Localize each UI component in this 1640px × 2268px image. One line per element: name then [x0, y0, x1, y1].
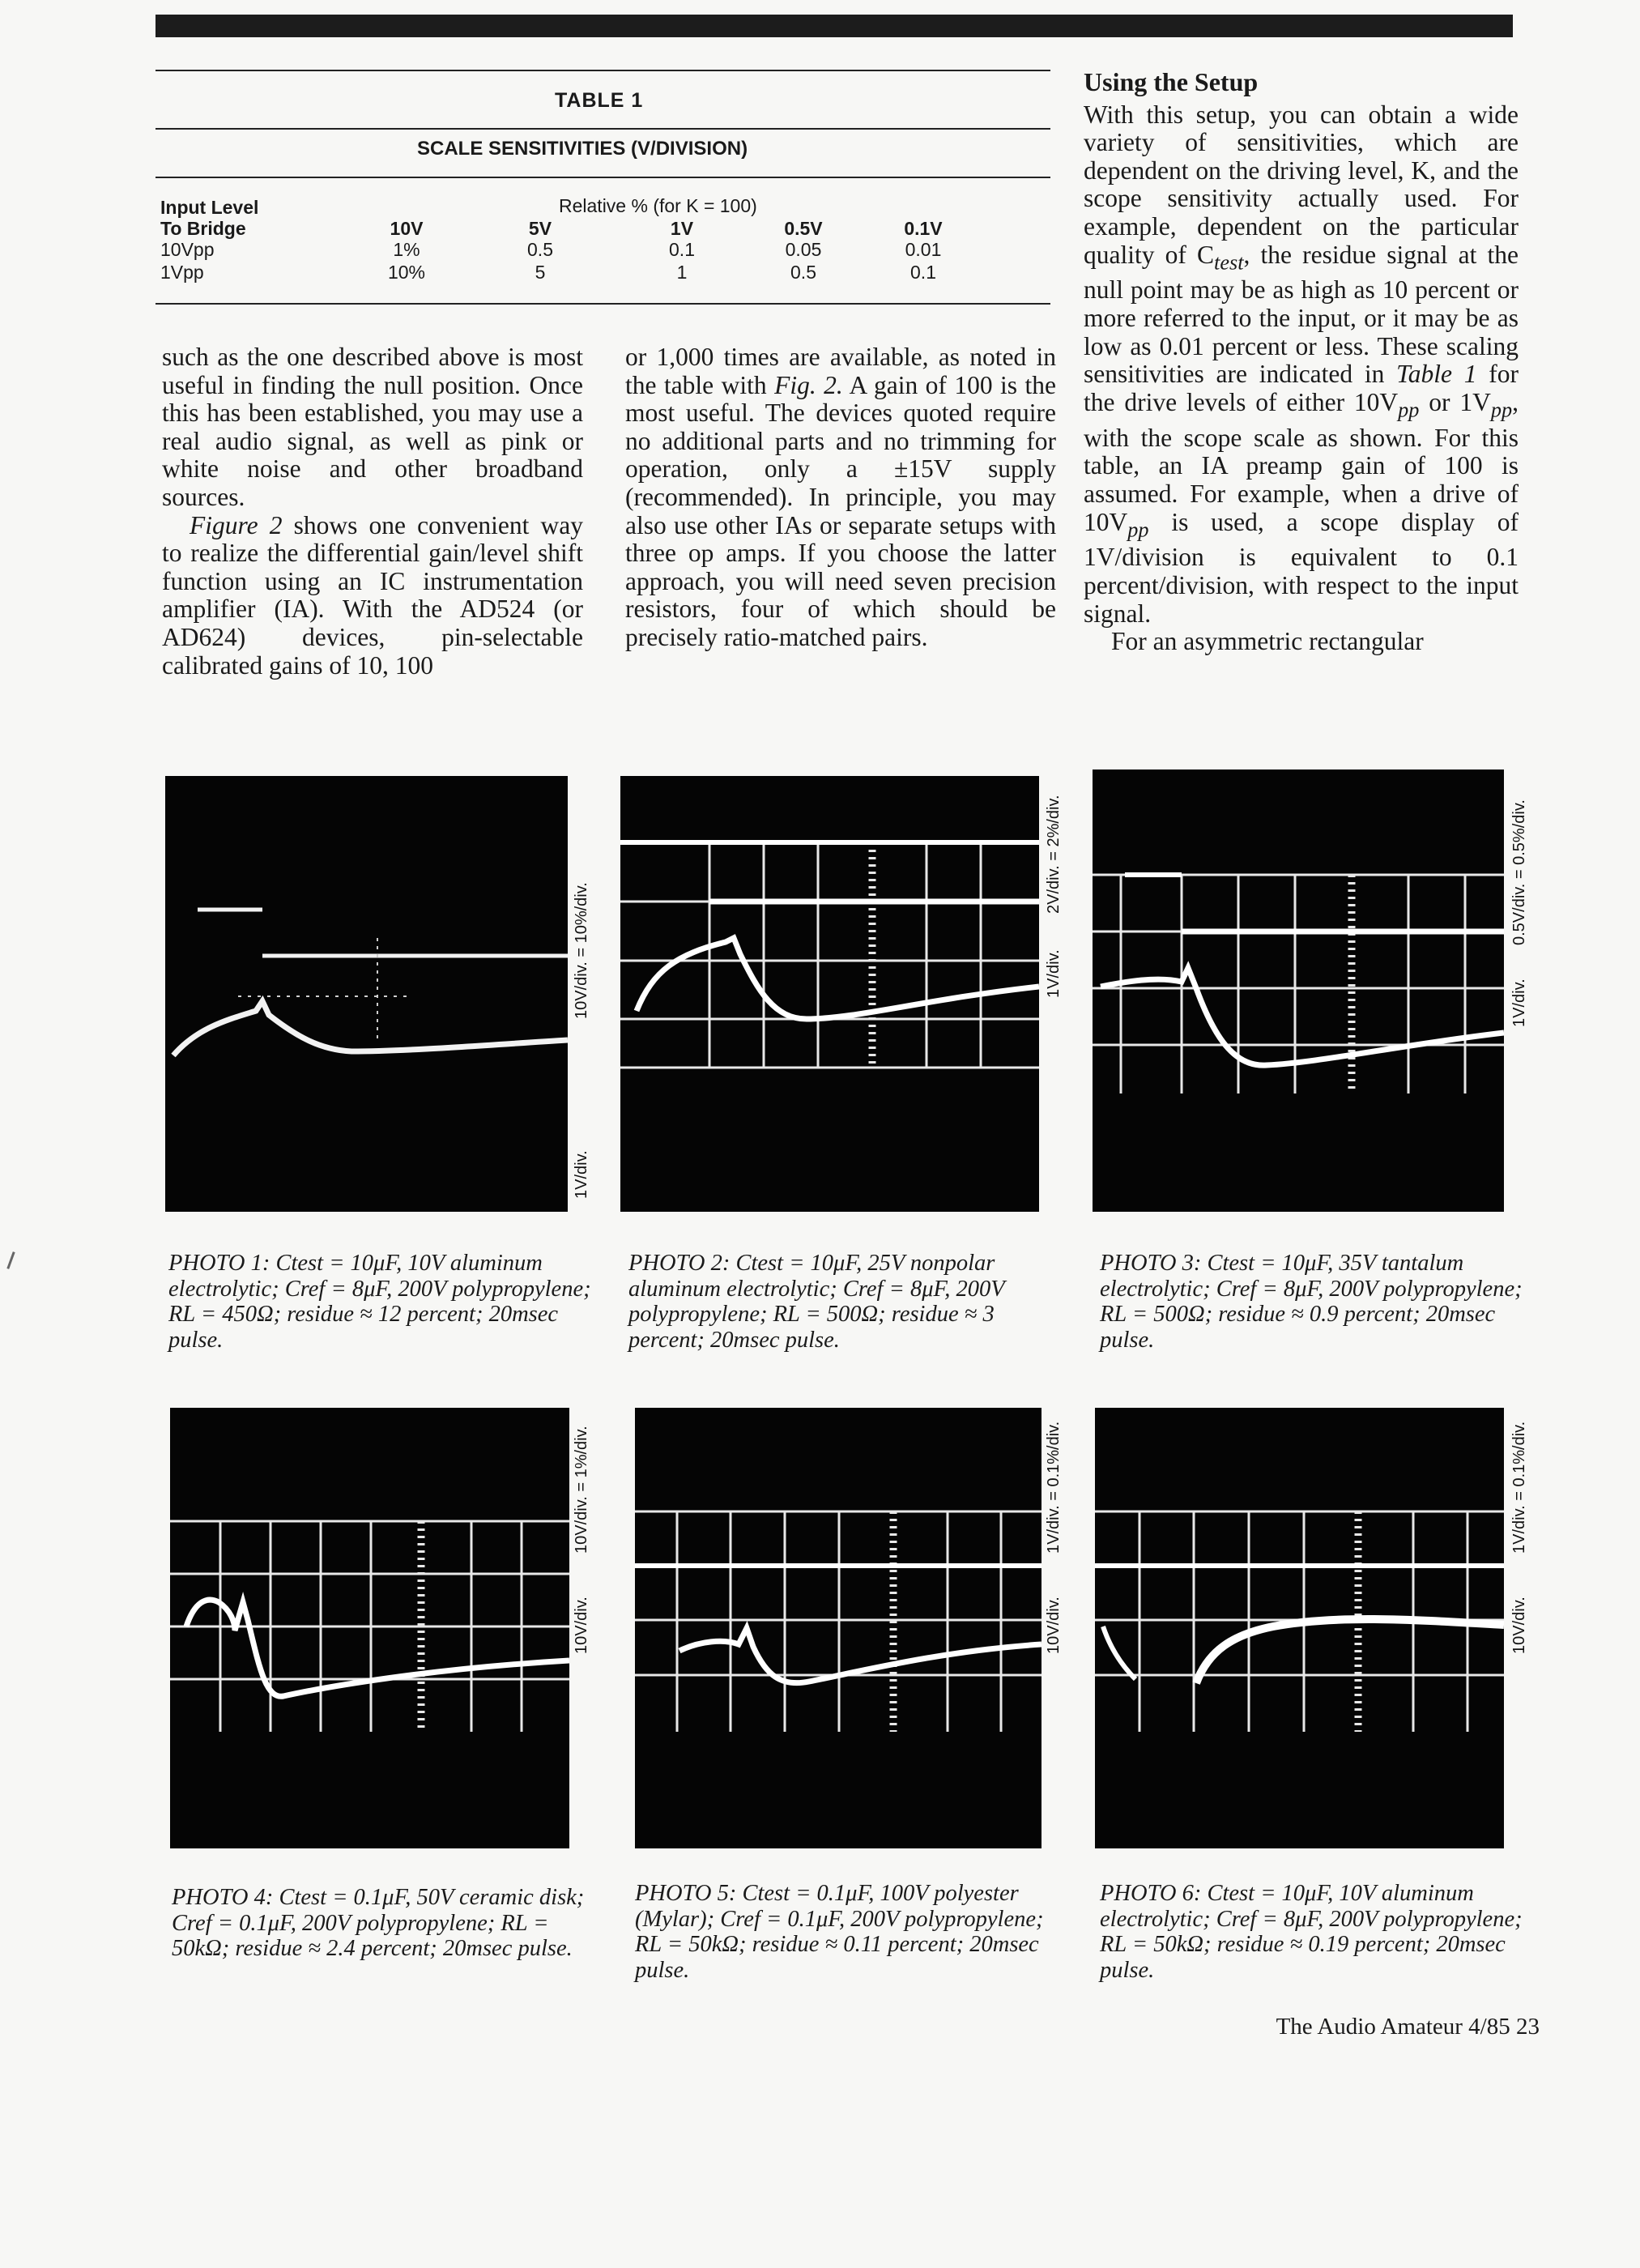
paragraph	[162, 512, 583, 680]
top-bar	[155, 15, 1513, 37]
subscript: pp	[1398, 398, 1420, 422]
table-header-input-level: Input Level	[160, 197, 259, 218]
photo-caption-1: PHOTO 1: Ctest = 10μF, 10V aluminum electrolytic; Cref = 8μF, 200V polypropylene; RL = 450Ω; residue ≈ 12 percent; 20msec pulse.	[168, 1251, 591, 1353]
scale-label: 1V/div. = 0.1%/div.	[1510, 1421, 1528, 1554]
scale-label: 1V/div.	[1045, 949, 1063, 998]
scale-label: 10V/div.	[1510, 1597, 1528, 1654]
table-cell: 0.5	[527, 239, 553, 260]
paragraph-text: or 1V	[1419, 387, 1491, 416]
paragraph-text: With this setup, you can obtain a wide variety of sensitivities, which are dependent on the driving level, K, and the scope sensitivity actually used. For example, dependent on the particular quality of C	[1084, 100, 1519, 269]
table-cell: 1	[676, 262, 688, 283]
scale-label: 1V/div.	[573, 1150, 590, 1199]
table-cell: 1%	[393, 239, 420, 260]
photo-caption-5: PHOTO 5: Ctest = 0.1μF, 100V polyester (Mylar); Cref = 0.1μF, 200V polypropylene; RL = 50kΩ; residue ≈ 0.11 percent; 20msec pulse.	[635, 1881, 1044, 1983]
table-cell: 0.1	[669, 239, 695, 260]
paragraph-text: is used, a scope display of 1V/division is equivalent to 0.1 percent/division, with respect to the input signal.	[1084, 507, 1519, 628]
paragraph-text: , the residue signal at the null point may be as high as 10 percent or more referred to the input, or it may be as low as 0.01 percent or less. These scaling sensitivities are indicated in	[1084, 240, 1519, 389]
scope-photo-2	[620, 776, 1039, 1212]
table-col-header: 1V	[670, 218, 694, 239]
photo-caption-2: PHOTO 2: Ctest = 10μF, 25V nonpolar aluminum electrolytic; Cref = 8μF, 200V polypropylene; RL = 500Ω; residue ≈ 3 percent; 20msec pulse.	[628, 1251, 1005, 1353]
photo-caption-4: PHOTO 4: Ctest = 0.1μF, 50V ceramic disk; Cref = 0.1μF, 200V polypropylene; RL = 50kΩ; residue ≈ 2.4 percent; 20msec pulse.	[172, 1885, 585, 1961]
table-relative-label: Relative % (for K = 100)	[559, 195, 757, 216]
scope-photo-3	[1093, 770, 1504, 1212]
text-column-3	[1084, 68, 1519, 656]
scale-label: 10V/div. = 10%/div.	[573, 882, 590, 1019]
table-cell: 0.01	[905, 239, 942, 260]
figure-ref: Fig. 2.	[774, 370, 843, 399]
table-rule	[155, 70, 1050, 71]
subscript: pp	[1127, 517, 1149, 541]
table-col-header: 0.1V	[904, 218, 943, 239]
paragraph-text: A gain of 100 is the most useful. The devices quoted require no additional parts and no trimming for operation, only a ±15V supply (recommended). In principle, you may also use other IAs or separate setups with three op amps. If you choose the latter approach, you will need seven precision resistors, four of which should be precisely ratio-matched pairs.	[625, 370, 1056, 651]
subscript: pp	[1490, 398, 1513, 422]
section-heading: Using the Setup	[1084, 67, 1259, 96]
scale-label: 1V/div. = 0.1%/div.	[1045, 1421, 1063, 1554]
table-cell: 0.1	[910, 262, 936, 283]
text-column-2	[625, 343, 1056, 652]
scope-photo-4	[170, 1408, 569, 1848]
table-col-header: 10V	[390, 218, 424, 239]
scale-label: 1V/div.	[1510, 978, 1528, 1027]
table-col-header: 0.5V	[784, 218, 823, 239]
table-row-label: 1Vpp	[160, 262, 204, 283]
scale-label: 10V/div. = 1%/div.	[573, 1426, 590, 1554]
table-cell: 0.5	[790, 262, 816, 283]
paragraph: such as the one described above is most useful in finding the null position. Once this has been established, you may use a real audio signal, as well as pink or white noise and other broadband sources.	[162, 343, 583, 511]
table-title: TABLE 1	[555, 89, 644, 112]
table-header-to-bridge: To Bridge	[160, 218, 246, 239]
table-subtitle: SCALE SENSITIVITIES (V/DIVISION)	[417, 138, 748, 160]
table-col-header: 5V	[528, 218, 552, 239]
scale-label: 10V/div.	[1045, 1597, 1063, 1654]
text-column-1	[162, 343, 583, 680]
paragraph-text: shows one convenient way to realize the differential gain/level shift function using an IC instrumentation amplifier (IA). With the AD524 (or AD624) devices, pin-selectable calibrated gains of 10, 100	[162, 510, 583, 680]
table-rule	[155, 128, 1050, 130]
scope-photo-6	[1095, 1408, 1504, 1848]
scale-label: 10V/div.	[573, 1597, 590, 1654]
paragraph	[625, 343, 1056, 652]
table-cell: 0.05	[785, 239, 822, 260]
table-cell: 10%	[387, 262, 426, 283]
scope-photo-1	[165, 776, 568, 1212]
table-cell: 5	[535, 262, 546, 283]
margin-mark	[6, 1251, 15, 1269]
page-footer: The Audio Amateur 4/85 23	[1276, 2014, 1540, 2040]
paragraph	[1084, 101, 1519, 629]
scale-label: 0.5V/div. = 0.5%/div.	[1510, 799, 1528, 945]
photo-caption-3: PHOTO 3: Ctest = 10μF, 35V tantalum electrolytic; Cref = 8μF, 200V polypropylene; RL = 500Ω; residue ≈ 0.9 percent; 20msec pulse.	[1100, 1251, 1523, 1353]
paragraph-text: , with the scope scale as shown. For this table, an IA preamp gain of 100 is assumed. For example, when a drive of 10V	[1084, 387, 1519, 536]
paragraph: For an asymmetric rectangular	[1111, 627, 1424, 656]
photo-caption-6: PHOTO 6: Ctest = 10μF, 10V aluminum electrolytic; Cref = 8μF, 200V polypropylene; RL = 50kΩ; residue ≈ 0.19 percent; 20msec pulse.	[1100, 1881, 1523, 1983]
scale-label: 2V/div. = 2%/div.	[1045, 795, 1063, 914]
paragraph-text: or 1,000 times are available, as noted in the table with	[625, 343, 1056, 399]
subscript: test	[1214, 249, 1244, 274]
table-rule	[155, 177, 1050, 178]
table-row-label: 10Vpp	[160, 239, 215, 260]
table-rule	[155, 303, 1050, 305]
paragraph-text: for the drive levels of either 10V	[1084, 360, 1519, 416]
scope-photo-5	[635, 1408, 1042, 1848]
table-ref: Table 1	[1396, 360, 1477, 389]
figure-ref: Figure 2	[190, 510, 283, 539]
